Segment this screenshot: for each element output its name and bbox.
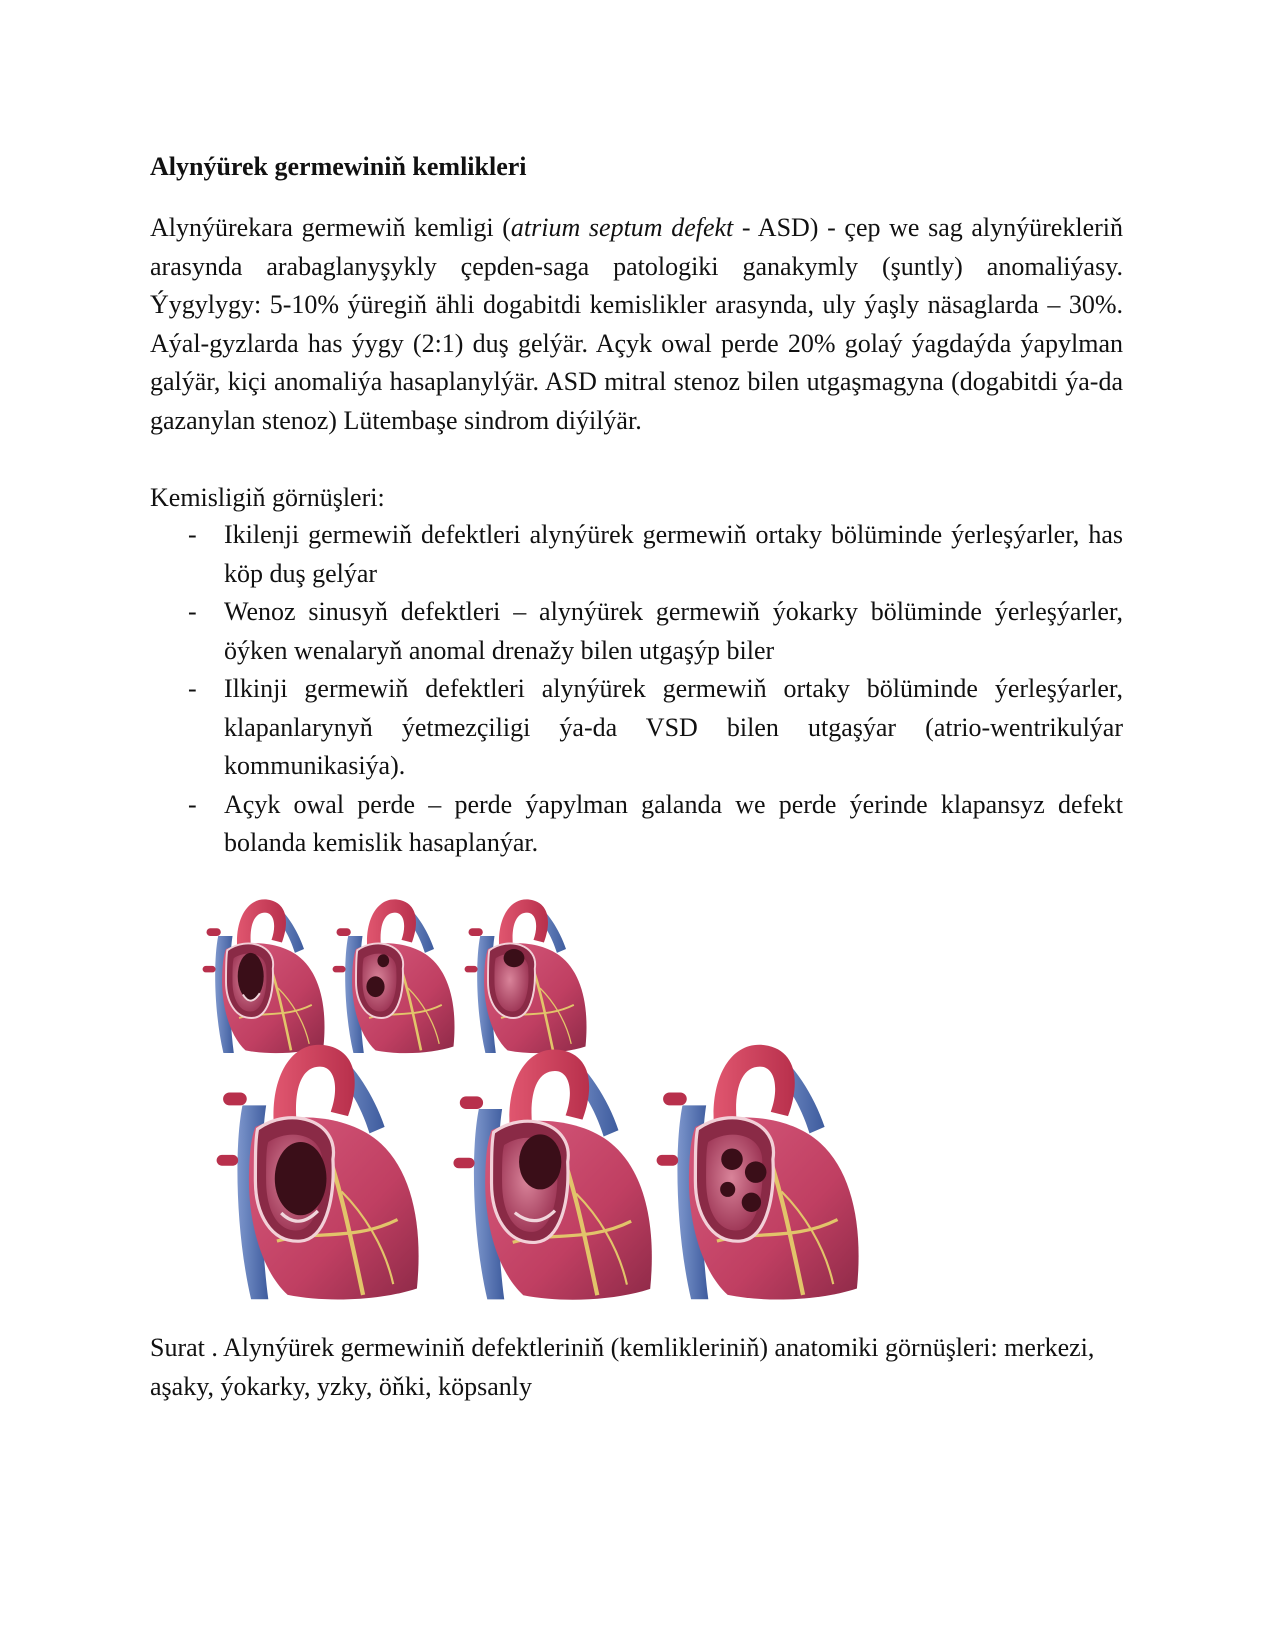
list-item	[150, 516, 1123, 593]
list-item	[150, 593, 1123, 670]
document-title: Alynýürek germewiniň kemlikleri	[150, 152, 527, 181]
list-item	[150, 786, 1123, 863]
heart-sinus-defect-illustration	[210, 1030, 430, 1310]
list-item	[150, 670, 1123, 786]
figure-caption: Surat . Alynýürek germewiniň defektleriniň (kemlikleriniň) anatomiki görnüşleri: merkezi, aşaky, ýokarky, yzky, öňki, köpsanly	[150, 1333, 1095, 1401]
intro-text-rest: - ASD) - çep we sag alynýürekleriň arasynda arabaglanyşykly çepden-saga patologiki ganakymly (şuntly) anomaliýasy. Ýygylygy: 5-10% ýüregiň ähli dogabitdi kemislikler arasynda, uly ýaşly näsaglarda – 30%. Aýal-gyzlarda has ýygy (2:1) duş gelýär. Açyk owal perde 20% golaý ýagdaýda ýapylman galýär, kiçi anomaliýa hasaplanylýär. ASD mitral stenoz bilen utgaşmagyna (dogabitdi ýa-da gazanylan stenoz) Lütembaşe sindrom diýilýär.	[150, 213, 1123, 435]
list-item-text: Ilkinji germewiň defektleri alynýürek germewiň ortaky bölüminde ýerleşýarler, klapanlarynyň ýetmezçiligi ýa-da VSD bilen utgaşýar (atrio-wentrikulýar kommunikasiýa).	[224, 674, 1123, 780]
list-marker: -	[188, 597, 197, 626]
list-item-text: Açyk owal perde – perde ýapylman galanda we perde ýerinde klapansyz defekt bolanda kemislik hasaplanýar.	[224, 789, 1123, 857]
heart-illustrations-figure	[200, 890, 920, 1330]
list-item-text: Wenoz sinusyň defektleri – alynýürek germewiň ýokarky bölüminde ýerleşýarler, öýken wenalaryň anomal drenažy bilen utgaşýp biler	[224, 597, 1123, 665]
list-item-text: Ikilenji germewiň defektleri alynýürek germewiň ortaky bölüminde ýerleşýarler, has köp duş gelýar	[224, 520, 1123, 588]
defect-kinds-heading: Kemisligiň görnüşleri:	[150, 483, 385, 512]
heart-multiple-defect-illustration	[650, 1030, 870, 1310]
heart-anterior-defect-illustration	[445, 1035, 665, 1310]
intro-latin-term: atrium septum defekt	[510, 213, 734, 242]
intro-text-start: Alynýürekara germewiň kemligi (	[150, 213, 511, 242]
list-marker: -	[188, 789, 197, 819]
list-marker: -	[188, 520, 197, 549]
list-marker: -	[188, 674, 197, 703]
defect-list	[150, 516, 1123, 863]
intro-paragraph	[150, 209, 1123, 440]
